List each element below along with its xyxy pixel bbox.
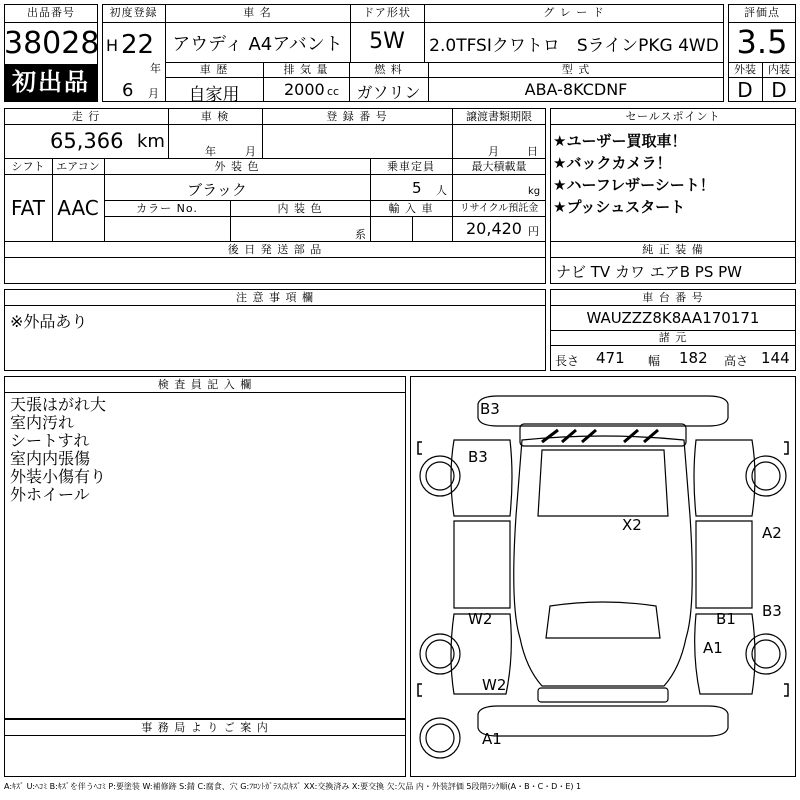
width-label: 幅 [648,354,661,368]
width: 182 [679,349,708,367]
chassis-number: WAUZZZ8K8AA170171 [586,309,760,327]
recycle-unit: 円 [528,225,539,238]
inspection-label: 車 検 [200,110,230,123]
damage-mark: B3 [468,448,488,466]
damage-mark: A2 [762,524,782,542]
front-bumper-shape [478,706,728,736]
color: ブラック [187,181,247,199]
damage-mark: W2 [468,610,493,628]
displacement-unit: cc [327,85,340,98]
inspection-year-unit: 年 [205,145,216,158]
ac-label: エアコン [56,160,100,173]
inspector-line: 外ホイール [10,485,90,504]
int-label: 内装 [768,63,790,76]
reg-year: 22 [121,30,155,60]
damage-mark: B1 [716,610,736,628]
sales-point-item: ★バックカメラ！ [553,154,672,172]
grade-label: グ レ ー ド [543,6,605,19]
recycle-label: リサイクル預託金 [459,203,539,214]
sales-points-label: セールスポイント [625,110,721,123]
import-label: 輸 入 車 [388,202,434,215]
mileage: 65,366 [50,129,124,153]
car-name: アウディ A4アバント [172,34,343,55]
shift: FAT [10,196,45,220]
inspector-line: 天張はがれ大 [10,395,107,414]
rear-bumper-shape [478,396,728,426]
sales-point-item: ★ハーフレザーシート！ [553,176,715,194]
grade: 2.0TFSIクワトロ SラインPKG 4WD [429,36,719,56]
door-type: 5W [369,29,405,54]
ext-label: 外装 [734,63,756,76]
sales-point-item: ★ユーザー買取車！ [553,132,687,150]
damage-mark: X2 [622,516,642,534]
history: 自家用 [188,85,240,105]
equipment: ナビ TV カワ エアB PS PW [556,263,742,281]
capacity-unit: 人 [436,184,447,197]
damage-mark: B3 [480,400,500,418]
capacity-label: 乗車定員 [387,160,435,173]
max-load-unit: kg [528,186,541,197]
history-label: 車 歴 [199,63,229,76]
max-load-label: 最大積載量 [471,160,527,173]
capacity: 5 [412,179,422,197]
mileage-label: 走 行 [71,110,101,123]
lot-label: 出品番号 [27,6,75,19]
reg-month: 6 [122,80,134,101]
inspector-line: シートすれ [10,431,90,450]
aircon: AAC [57,196,99,220]
score-label: 評価点 [744,6,780,19]
length-label: 長さ [555,354,580,368]
legend: A:ｷｽﾞ U:ﾍｺﾐ B:ｷｽﾞを伴うﾍｺﾐ P:要塗装 W:補修跡 S:錆 C:腐食、穴 G:ﾌﾛﾝﾄｶﾞﾗｽ点ｷｽﾞ XX:交換済み X:要交換 欠:欠品 内・外装評価 5段階ﾗﾝｸ順(A・B・C・D・E) 1 [4,782,582,791]
later-parts-label: 後 日 発 送 部 品 [227,243,323,256]
equipment-label: 純 正 装 備 [642,243,704,256]
name-label: 車 名 [243,6,272,19]
fuel-label: 燃 料 [374,63,403,76]
transfer-day-unit: 日 [527,145,538,158]
fuel: ガソリン [356,83,421,102]
inspector-line: 外装小傷有り [10,467,107,486]
model-label: 型 式 [561,63,591,76]
inspector-label: 検 査 員 記 入 欄 [157,378,253,391]
color-label: 外 装 色 [214,160,260,173]
recycle-amount: 20,420 [466,219,522,238]
first-listing-badge: 初出品 [5,64,97,101]
reg-era: H [106,36,119,55]
door-label: ドア形状 [363,6,411,19]
notes-label: 注 意 事 項 欄 [236,291,314,304]
reg-month-unit: 月 [148,87,159,100]
chassis-label: 車 台 番 号 [642,291,704,304]
model-code: ABA-8KCDNF [524,80,628,99]
damage-mark: A1 [482,730,502,748]
office-label: 事 務 局 よ り ご 案 内 [141,721,269,734]
dims-label: 諸 元 [658,331,688,344]
displacement-label: 排 気 量 [283,63,329,76]
interior-color-label: 内 装 色 [277,202,323,215]
inspection-month-unit: 月 [245,145,256,158]
mileage-unit: km [137,131,165,152]
transfer-label: 譲渡書類期限 [466,110,532,123]
sales-point-item: ★プッシュスタート [553,198,686,216]
car-diagram [410,376,796,777]
reg-label: 初度登録 [109,6,158,19]
score: 3.5 [736,23,788,61]
inspector-line: 室内汚れ [10,413,75,432]
length: 471 [596,349,625,367]
height-label: 高さ [724,354,749,368]
int-grade: D [771,78,787,102]
damage-mark: A1 [703,639,723,657]
damage-mark: W2 [482,676,507,694]
lot-number: 38028 [4,26,100,61]
shift-label: シフト [11,160,45,173]
plate-label: 登 録 番 号 [326,110,388,123]
displacement: 2000 [284,80,325,99]
color-number-label: カラー No. [136,202,198,215]
inspector-notes [10,396,400,504]
inspector-line: 室内内張傷 [10,449,91,468]
height: 144 [761,349,790,367]
ext-grade: D [737,78,753,102]
notes-text: ※外品あり [10,312,88,331]
damage-mark: B3 [762,602,782,620]
rear-glass-shape [520,424,686,446]
reg-year-unit: 年 [150,62,161,75]
transfer-month-unit: 月 [488,145,499,158]
interior-color-unit: 系 [355,228,366,241]
